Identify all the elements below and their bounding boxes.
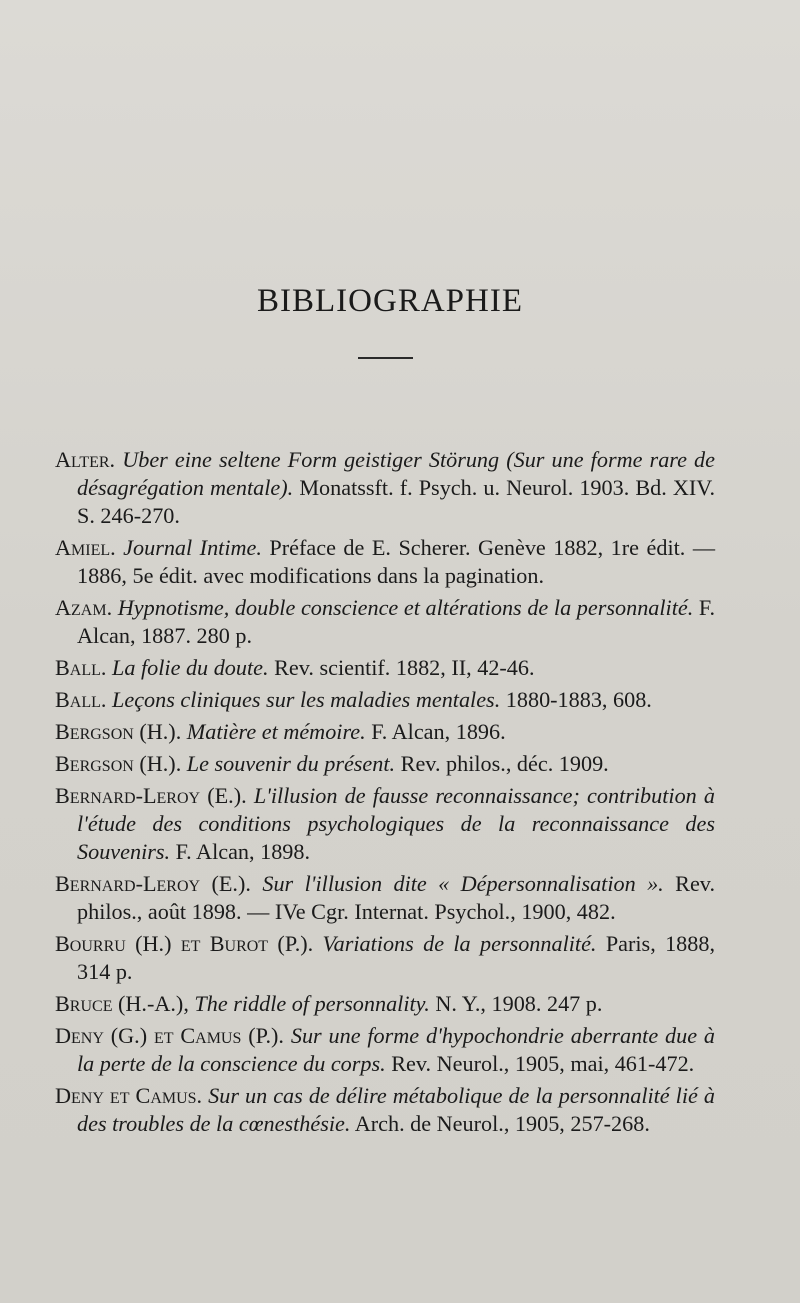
bibliography-entry [55, 718, 715, 746]
entry-author: Alter. [55, 447, 116, 472]
entry-details: Rev. philos., août 1898. — IVe Cgr. Internat. Psychol., 1900, 482. [77, 871, 716, 924]
entry-author: Bernard-Leroy (E.). [55, 783, 247, 808]
bibliography-entry [55, 534, 715, 590]
entry-work: Journal Intime. [123, 535, 262, 560]
bibliography-entry [55, 594, 715, 650]
entry-work: La folie du doute. [112, 655, 269, 680]
entry-work: Matière et mémoire. [186, 719, 366, 744]
entry-author: Deny et Camus. [55, 1083, 203, 1108]
bibliography-entry [55, 1082, 715, 1138]
entry-details: Rev. scientif. 1882, II, 42-46. [274, 655, 535, 680]
entry-author: Azam. [55, 595, 113, 620]
entry-details: Arch. de Neurol., 1905, 257-268. [354, 1111, 650, 1136]
bibliography-entry [55, 686, 715, 714]
entry-author: Bruce (H.-A.), [55, 991, 189, 1016]
entry-work: L'illusion de fausse reconnaissance; contribution à l'étude des conditions psychologiques de la reconnaissance des Souvenirs. [77, 783, 716, 864]
entry-author: Ball. [55, 687, 107, 712]
bibliography-entry [55, 1022, 715, 1078]
bibliography-entry [55, 782, 715, 866]
title-rule [358, 357, 413, 359]
entry-details: Monatssft. f. Psych. u. Neurol. 1903. Bd. XIV. S. 246-270. [77, 475, 716, 528]
entry-work: Hypnotisme, double conscience et altérations de la personnalité. [117, 595, 694, 620]
entry-details: 1880-1883, 608. [505, 687, 652, 712]
entry-author: Bernard-Leroy (E.). [55, 871, 251, 896]
entry-work: Sur un cas de délire métabolique de la personnalité lié à des troubles de la cœnesthésie. [77, 1083, 715, 1136]
entry-author: Bergson (H.). [55, 751, 182, 776]
bibliography-entry [55, 750, 715, 778]
entry-details: Rev. philos., déc. 1909. [400, 751, 609, 776]
entry-details: Préface de E. Scherer. Genève 1882, 1re édit. — 1886, 5e édit. avec modifications dans la pagination. [77, 535, 716, 588]
entry-details: N. Y., 1908. 247 p. [435, 991, 603, 1016]
entry-work: Sur l'illusion dite « Dépersonnalisation ». [262, 871, 664, 896]
entry-work: Le souvenir du présent. [186, 751, 396, 776]
entry-details: Rev. Neurol., 1905, mai, 461-472. [391, 1051, 695, 1076]
entry-details: F. Alcan, 1896. [371, 719, 506, 744]
entry-details: F. Alcan, 1898. [175, 839, 311, 864]
bibliography-entry [55, 654, 715, 682]
entry-work: The riddle of personnality. [194, 991, 430, 1016]
entry-author: Deny (G.) et Camus (P.). [55, 1023, 284, 1048]
entry-author: Bourru (H.) et Burot (P.). [55, 931, 314, 956]
bibliography-entry [55, 446, 715, 530]
entry-author: Amiel. [55, 535, 116, 560]
bibliography-list [55, 446, 715, 1142]
page-title: BIBLIOGRAPHIE [257, 283, 523, 319]
entry-work: Uber eine seltene Form geistiger Störung (Sur une forme rare de désagrégation mentale). [77, 447, 715, 500]
entry-author: Ball. [55, 655, 107, 680]
bibliography-entry [55, 930, 715, 986]
entry-details: Paris, 1888, 314 p. [77, 931, 715, 984]
entry-work: Leçons cliniques sur les maladies mentales. [112, 687, 501, 712]
entry-author: Bergson (H.). [55, 719, 182, 744]
entry-work: Variations de la personnalité. [322, 931, 597, 956]
entry-work: Sur une forme d'hypochondrie aberrante due à la perte de la conscience du corps. [77, 1023, 716, 1076]
entry-details: F. Alcan, 1887. 280 p. [77, 595, 716, 648]
bibliography-entry [55, 990, 715, 1018]
bibliography-entry [55, 870, 715, 926]
